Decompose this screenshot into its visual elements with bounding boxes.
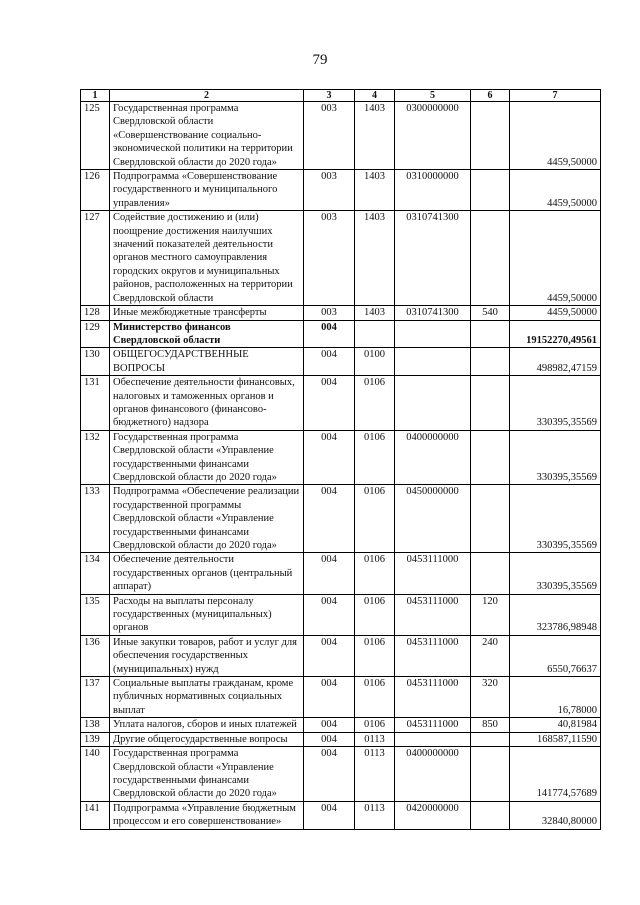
- row-ministry-code-cell: 004: [304, 348, 355, 376]
- row-amount-cell: 4459,50000: [510, 102, 601, 170]
- column-header: 5: [395, 90, 471, 102]
- row-name-cell: Иные межбюджетные трансферты: [110, 306, 304, 320]
- table-row: [81, 635, 601, 676]
- row-name-cell: Государственная программа Свердловской области «Совершенствование социально-экономической политики на территории Свердловской области до 2020 года»: [110, 102, 304, 170]
- row-expense-type-cell: [471, 747, 510, 802]
- column-header: 7: [510, 90, 601, 102]
- row-expense-type-cell: [471, 170, 510, 211]
- row-amount-cell: 32840,80000: [510, 801, 601, 829]
- row-section-code-cell: 1403: [355, 306, 395, 320]
- row-section-code-cell: 0106: [355, 430, 395, 485]
- row-expense-type-cell: [471, 485, 510, 553]
- row-target-code-cell: 0310000000: [395, 170, 471, 211]
- row-target-code-cell: 0450000000: [395, 485, 471, 553]
- row-amount-cell: 19152270,49561: [510, 320, 601, 348]
- row-name-cell: ОБЩЕГОСУДАРСТВЕННЫЕ ВОПРОСЫ: [110, 348, 304, 376]
- row-expense-type-cell: 320: [471, 677, 510, 718]
- row-ministry-code-cell: 004: [304, 718, 355, 732]
- row-number-cell: 127: [81, 211, 110, 306]
- row-target-code-cell: 0310741300: [395, 306, 471, 320]
- row-amount-cell: 498982,47159: [510, 348, 601, 376]
- table-row: [81, 732, 601, 746]
- table-row: [81, 718, 601, 732]
- row-ministry-code-cell: 004: [304, 320, 355, 348]
- row-section-code-cell: 0113: [355, 747, 395, 802]
- row-expense-type-cell: 240: [471, 635, 510, 676]
- table-row: [81, 348, 601, 376]
- row-target-code-cell: 0453111000: [395, 718, 471, 732]
- row-section-code-cell: 0106: [355, 376, 395, 431]
- row-amount-cell: 168587,11590: [510, 732, 601, 746]
- row-target-code-cell: 0310741300: [395, 211, 471, 306]
- row-name-cell: Другие общегосударственные вопросы: [110, 732, 304, 746]
- row-amount-cell: 330395,35569: [510, 430, 601, 485]
- column-header: 6: [471, 90, 510, 102]
- row-ministry-code-cell: 004: [304, 801, 355, 829]
- row-number-cell: 138: [81, 718, 110, 732]
- row-ministry-code-cell: 004: [304, 553, 355, 594]
- row-target-code-cell: 0400000000: [395, 430, 471, 485]
- row-target-code-cell: [395, 320, 471, 348]
- row-ministry-code-cell: 004: [304, 747, 355, 802]
- row-section-code-cell: 1403: [355, 102, 395, 170]
- row-expense-type-cell: [471, 102, 510, 170]
- row-target-code-cell: [395, 732, 471, 746]
- row-expense-type-cell: [471, 801, 510, 829]
- row-number-cell: 139: [81, 732, 110, 746]
- row-ministry-code-cell: 004: [304, 376, 355, 431]
- table-row: [81, 376, 601, 431]
- row-name-cell: Государственная программа Свердловской области «Управление государственными финансами Свердловской области до 2020 года»: [110, 747, 304, 802]
- row-amount-cell: 6550,76637: [510, 635, 601, 676]
- table-row: [81, 747, 601, 802]
- row-ministry-code-cell: 004: [304, 635, 355, 676]
- row-number-cell: 129: [81, 320, 110, 348]
- row-name-cell: Государственная программа Свердловской области «Управление государственными финансами Свердловской области до 2020 года»: [110, 430, 304, 485]
- row-expense-type-cell: [471, 320, 510, 348]
- row-name-cell: Иные закупки товаров, работ и услуг для обеспечения государственных (муниципальных) нужд: [110, 635, 304, 676]
- row-name-cell: Обеспечение деятельности государственных органов (центральный аппарат): [110, 553, 304, 594]
- row-ministry-code-cell: 003: [304, 170, 355, 211]
- row-expense-type-cell: 540: [471, 306, 510, 320]
- row-amount-cell: 330395,35569: [510, 553, 601, 594]
- row-expense-type-cell: [471, 553, 510, 594]
- row-target-code-cell: 0300000000: [395, 102, 471, 170]
- table-row: [81, 211, 601, 306]
- row-ministry-code-cell: 004: [304, 430, 355, 485]
- row-target-code-cell: [395, 376, 471, 431]
- row-name-cell: Обеспечение деятельности финансовых, налоговых и таможенных органов и органов финансового (финансово-бюджетного) надзора: [110, 376, 304, 431]
- table-header-row: [81, 90, 601, 102]
- table-row: [81, 430, 601, 485]
- table-row: [81, 170, 601, 211]
- table-row: [81, 102, 601, 170]
- row-target-code-cell: 0400000000: [395, 747, 471, 802]
- column-header: 1: [81, 90, 110, 102]
- row-number-cell: 126: [81, 170, 110, 211]
- row-amount-cell: 141774,57689: [510, 747, 601, 802]
- row-number-cell: 133: [81, 485, 110, 553]
- row-expense-type-cell: [471, 430, 510, 485]
- row-name-cell: Подпрограмма «Обеспечение реализации государственной программы Свердловской области «Управление государственными финансами Свердловской области до 2020 года»: [110, 485, 304, 553]
- row-number-cell: 130: [81, 348, 110, 376]
- row-section-code-cell: 0106: [355, 718, 395, 732]
- row-section-code-cell: 0106: [355, 553, 395, 594]
- row-section-code-cell: 0106: [355, 635, 395, 676]
- row-expense-type-cell: 850: [471, 718, 510, 732]
- row-number-cell: 125: [81, 102, 110, 170]
- row-name-cell: Социальные выплаты гражданам, кроме публичных нормативных социальных выплат: [110, 677, 304, 718]
- row-number-cell: 135: [81, 594, 110, 635]
- row-section-code-cell: 1403: [355, 170, 395, 211]
- row-name-cell: Расходы на выплаты персоналу государственных (муниципальных) органов: [110, 594, 304, 635]
- row-amount-cell: 4459,50000: [510, 170, 601, 211]
- row-ministry-code-cell: 003: [304, 211, 355, 306]
- row-section-code-cell: 0100: [355, 348, 395, 376]
- row-section-code-cell: 0106: [355, 594, 395, 635]
- row-name-cell: Подпрограмма «Совершенствование государственного и муниципального управления»: [110, 170, 304, 211]
- page-number: 79: [312, 52, 328, 68]
- row-expense-type-cell: [471, 732, 510, 746]
- row-number-cell: 128: [81, 306, 110, 320]
- row-target-code-cell: 0453111000: [395, 677, 471, 718]
- row-ministry-code-cell: 004: [304, 485, 355, 553]
- row-ministry-code-cell: 003: [304, 306, 355, 320]
- row-name-cell: Уплата налогов, сборов и иных платежей: [110, 718, 304, 732]
- row-number-cell: 131: [81, 376, 110, 431]
- row-amount-cell: 4459,50000: [510, 211, 601, 306]
- row-target-code-cell: 0453111000: [395, 594, 471, 635]
- row-number-cell: 134: [81, 553, 110, 594]
- row-section-code-cell: 0113: [355, 801, 395, 829]
- row-name-cell: Содействие достижению и (или) поощрение достижения наилучших значений показателей деятельности органов местного самоуправления городских округов и муниципальных районов, расположенных на территории Свердловской области: [110, 211, 304, 306]
- row-section-code-cell: 0106: [355, 485, 395, 553]
- row-expense-type-cell: 120: [471, 594, 510, 635]
- row-ministry-code-cell: 004: [304, 594, 355, 635]
- column-header: 2: [110, 90, 304, 102]
- table-row: [81, 594, 601, 635]
- budget-table: [80, 89, 601, 830]
- row-number-cell: 132: [81, 430, 110, 485]
- row-section-code-cell: 0113: [355, 732, 395, 746]
- row-target-code-cell: 0420000000: [395, 801, 471, 829]
- table-row: [81, 485, 601, 553]
- row-amount-cell: 4459,50000: [510, 306, 601, 320]
- row-amount-cell: 330395,35569: [510, 376, 601, 431]
- row-target-code-cell: 0453111000: [395, 635, 471, 676]
- row-section-code-cell: 0106: [355, 677, 395, 718]
- table-row: [81, 306, 601, 320]
- row-amount-cell: 16,78000: [510, 677, 601, 718]
- row-section-code-cell: [355, 320, 395, 348]
- table-row: [81, 320, 601, 348]
- row-target-code-cell: 0453111000: [395, 553, 471, 594]
- column-header: 3: [304, 90, 355, 102]
- row-expense-type-cell: [471, 211, 510, 306]
- row-ministry-code-cell: 004: [304, 732, 355, 746]
- table-row: [81, 553, 601, 594]
- table-row: [81, 677, 601, 718]
- row-ministry-code-cell: 003: [304, 102, 355, 170]
- column-header: 4: [355, 90, 395, 102]
- row-number-cell: 140: [81, 747, 110, 802]
- row-name-cell: Министерство финансов Свердловской области: [110, 320, 304, 348]
- table-row: [81, 801, 601, 829]
- row-number-cell: 137: [81, 677, 110, 718]
- row-amount-cell: 330395,35569: [510, 485, 601, 553]
- row-amount-cell: 323786,98948: [510, 594, 601, 635]
- row-target-code-cell: [395, 348, 471, 376]
- row-ministry-code-cell: 004: [304, 677, 355, 718]
- row-expense-type-cell: [471, 376, 510, 431]
- row-expense-type-cell: [471, 348, 510, 376]
- row-section-code-cell: 1403: [355, 211, 395, 306]
- row-number-cell: 141: [81, 801, 110, 829]
- row-amount-cell: 40,81984: [510, 718, 601, 732]
- row-number-cell: 136: [81, 635, 110, 676]
- row-name-cell: Подпрограмма «Управление бюджетным процессом и его совершенствование»: [110, 801, 304, 829]
